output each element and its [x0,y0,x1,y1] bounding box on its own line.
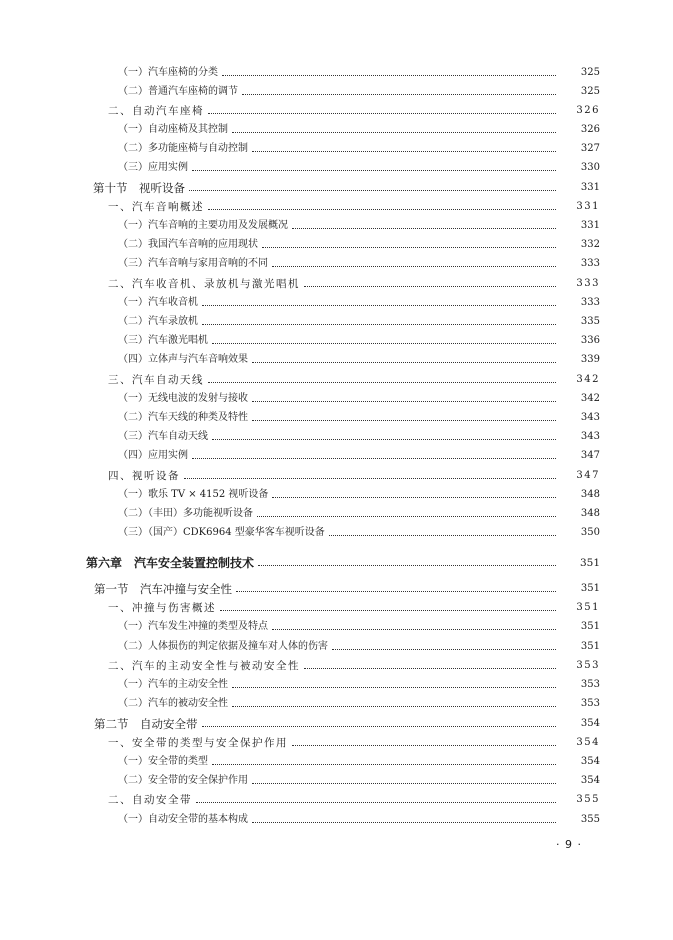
toc-entry [118,636,600,654]
toc-entry-page: 351 [579,557,600,569]
toc-entry-page: 354 [580,775,600,786]
toc-entry-title: 三、汽车自动天线 [108,374,204,386]
dot-leader [252,822,556,823]
toc-entry [118,445,600,463]
dot-leader [252,420,556,421]
dot-leader [252,151,556,152]
dot-leader [258,565,556,566]
dot-leader [220,610,556,611]
toc-entry-page: 348 [580,508,600,519]
toc-entry-page: 326 [576,105,600,116]
dot-leader [257,516,556,517]
dot-leader [236,591,556,592]
page-number: · 9 · [556,838,582,851]
toc-entry-title: （一）歌乐 TV × 4152 视听设备 [118,489,269,500]
toc-entry [108,789,600,807]
dot-leader [184,478,556,479]
toc-entry-title: （二）我国汽车音响的应用现状 [118,239,258,250]
toc-entry-page: 332 [580,239,600,250]
dot-leader [202,324,556,325]
toc-entry-page: 347 [576,470,600,481]
toc-entry [118,349,600,367]
toc-entry-title: （一）安全带的类型 [118,756,208,767]
toc-entry-title: 二、汽车收音机、录放机与激光唱机 [108,278,300,290]
toc-entry-page: 343 [580,412,600,423]
toc-entry-title: （一）汽车座椅的分类 [118,67,218,78]
toc-entry [118,62,600,80]
toc-entry-title: 二、自动汽车座椅 [108,105,204,117]
toc-entry [118,407,600,425]
toc-entry [118,616,600,634]
toc-entry-page: 331 [576,201,600,212]
toc-entry-page: 333 [580,297,600,308]
toc-entry [118,119,600,137]
toc-entry [108,597,600,615]
toc-entry-page: 343 [580,431,600,442]
toc-entry [118,234,600,252]
toc-entry [118,484,600,502]
toc-entry-title: （二）人体损伤的判定依据及撞车对人体的伤害 [118,641,328,652]
toc-entry-page: 325 [580,86,600,97]
toc-entry [108,732,600,750]
toc-entry [118,330,600,348]
dot-leader [192,458,556,459]
dot-leader [212,439,556,440]
toc-entry-title: （一）自动座椅及其控制 [118,124,228,135]
toc-entry-title: （三）汽车自动天线 [118,431,208,442]
toc-entry [118,770,600,788]
dot-leader [304,668,556,669]
toc-entry [118,311,600,329]
toc-entry-page: 351 [580,641,600,652]
dot-leader [252,362,556,363]
dot-leader [208,209,556,210]
toc-entry-page: 342 [576,374,600,385]
toc-entry-title: 一、冲撞与伤害概述 [108,602,216,614]
toc-entry-title: 第二节 自动安全带 [94,717,198,731]
dot-leader [272,629,556,630]
toc-entry-page: 339 [580,354,600,365]
toc-entry-page: 354 [580,718,600,729]
toc-entry-page: 351 [576,602,600,613]
toc-entry [93,177,600,195]
toc-entry-page: 333 [576,278,600,289]
toc-entry-page: 331 [580,182,600,193]
toc-entry-page: 354 [580,756,600,767]
toc-entry [118,292,600,310]
toc-entry [118,81,600,99]
toc-entry-title: 四、视听设备 [108,470,180,482]
toc-entry [94,578,600,596]
toc-entry-title: （二）（丰田）多功能视听设备 [118,508,253,519]
toc-entry-page: 355 [576,794,600,805]
dot-leader [332,649,556,650]
toc-entry-title: （一）汽车收音机 [118,297,198,308]
toc-entry-title: （四）立体声与汽车音响效果 [118,354,248,365]
toc-entry [108,465,600,483]
toc-entry-title: （二）普通汽车座椅的调节 [118,86,238,97]
toc-entry [108,273,600,291]
toc-entry-title: （三）汽车音响与家用音响的不同 [118,258,268,269]
toc-entry-title: 二、汽车的主动安全性与被动安全性 [108,660,300,672]
dot-leader [329,535,556,536]
dot-leader [202,305,556,306]
toc-entry-page: 336 [580,335,600,346]
toc-entry [118,215,600,233]
toc-entry-title: （一）汽车发生冲撞的类型及特点 [118,621,268,632]
toc-entry [94,713,600,731]
toc-entry-page: 331 [580,220,600,231]
dot-leader [292,745,556,746]
dot-leader [212,343,556,344]
toc-entry-title: 第六章 汽车安全装置控制技术 [86,556,255,570]
toc-entry-page: 325 [580,67,600,78]
toc-entry [118,522,600,540]
toc-entry-title: 一、安全带的类型与安全保护作用 [108,737,288,749]
toc-entry-page: 333 [580,258,600,269]
toc-entry [118,157,600,175]
toc-entry-title: （一）无线电波的发射与接收 [118,393,248,404]
toc-entry [118,751,600,769]
toc-entry-title: 第十节 视听设备 [93,181,185,195]
toc-entry-title: （二）汽车录放机 [118,316,198,327]
toc-entry [118,253,600,271]
toc-entry [118,388,600,406]
toc-entry [118,809,600,827]
toc-entry-title: （一）汽车的主动安全性 [118,679,228,690]
toc-entry-title: （三）应用实例 [118,162,188,173]
toc-entry-page: 351 [580,583,600,594]
dot-leader [232,132,556,133]
toc-entry-page: 348 [580,489,600,500]
toc-entry-page: 335 [580,316,600,327]
dot-leader [202,726,557,727]
toc-entry-title: （一）汽车音响的主要功用及发展概况 [118,220,288,231]
toc-entry-title: 一、汽车音响概述 [108,201,204,213]
dot-leader [272,266,556,267]
toc-entry-page: 351 [580,621,600,632]
toc-entry-page: 326 [580,124,600,135]
dot-leader [189,190,556,191]
toc-entry-title: 二、自动安全带 [108,794,192,806]
dot-leader [208,113,556,114]
dot-leader [192,170,556,171]
toc-entry [108,196,600,214]
toc-entry [118,426,600,444]
dot-leader [252,783,556,784]
dot-leader [272,497,556,498]
toc-entry [118,674,600,692]
toc-entry-page: 353 [580,698,600,709]
dot-leader [222,75,556,76]
dot-leader [252,401,556,402]
toc-entry-title: （二）安全带的安全保护作用 [118,775,248,786]
dot-leader [212,764,556,765]
toc-entry [108,100,600,118]
toc-entry-title: （三）汽车激光唱机 [118,335,208,346]
toc-entry-title: （四）应用实例 [118,450,188,461]
dot-leader [292,228,556,229]
toc-entry-page: 330 [580,162,600,173]
dot-leader [304,286,556,287]
toc-entry-page: 350 [580,527,600,538]
dot-leader [208,382,556,383]
toc-entry-page: 354 [576,737,600,748]
toc-entry [108,369,600,387]
toc-entry-title: （二）汽车天线的种类及特性 [118,412,248,423]
toc-entry-page: 353 [580,679,600,690]
dot-leader [242,94,556,95]
dot-leader [196,802,556,803]
toc-entry [118,693,600,711]
toc-entry [118,138,600,156]
dot-leader [232,687,556,688]
toc-entry-title: （二）多功能座椅与自动控制 [118,143,248,154]
dot-leader [262,247,556,248]
dot-leader [232,706,556,707]
toc-entry-page: 327 [580,143,600,154]
toc-entry-page: 347 [580,450,600,461]
toc-entry-title: （二）汽车的被动安全性 [118,698,228,709]
toc-entry [118,503,600,521]
toc-entry-title: （三）（国产）CDK6964 型豪华客车视听设备 [118,527,325,538]
toc-entry-title: 第一节 汽车冲撞与安全性 [94,582,232,596]
toc-entry-page: 353 [576,660,600,671]
toc-entry [108,655,600,673]
toc-entry-page: 355 [580,814,600,825]
toc-entry-title: （一）自动安全带的基本构成 [118,814,248,825]
toc-entry [86,552,600,570]
toc-entry-page: 342 [580,393,600,404]
